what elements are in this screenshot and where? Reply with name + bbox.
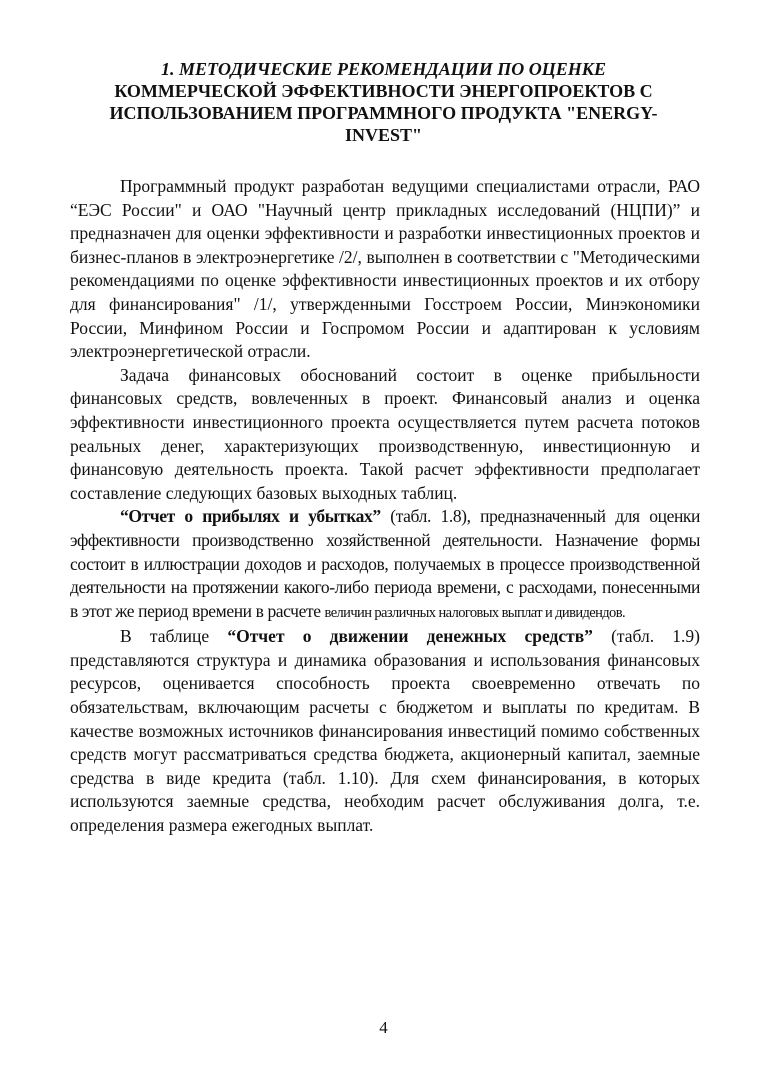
paragraph-3	[70, 505, 700, 625]
cash-flow-title: “Отчет о движении денежных средств”	[227, 626, 593, 647]
heading-line-4: INVEST"	[344, 125, 423, 145]
paragraph-2: Задача финансовых обоснований состоит в оценке прибыльности финансовых средств, вовлеченных в проект. Финансовый анализ и оценка эффективности инвестиционного проекта осуществляется путем расчета потоков реальных денег, характеризующих производственную, инвестиционную и финансовую деятельность проекта. Такой расчет эффективности предполагает составление следующих базовых выходных таблиц.	[70, 364, 700, 503]
heading-line-3: ИСПОЛЬЗОВАНИЕМ ПРОГРАММНОГО ПРОДУКТА "ENERGY-	[109, 103, 658, 123]
body-text	[70, 175, 700, 838]
heading-line-1: 1. МЕТОДИЧЕСКИЕ РЕКОМЕНДАЦИИ ПО ОЦЕНКЕ	[161, 59, 606, 79]
heading-line-2: КОММЕРЧЕСКОЙ ЭФФЕКТИВНОСТИ ЭНЕРГОПРОЕКТОВ С	[114, 81, 653, 101]
paragraph-4	[70, 625, 700, 837]
paragraph-4-lead: В таблице	[120, 626, 228, 647]
paragraph-4-text: (табл. 1.9) представляются структура и динамика образования и использования финансовых ресурсов, оценивается способность проекта своевременно отвечать по обязательствам, включающим расчеты с бюджетом и выплаты по кредитам. В качестве возможных источников финансирования инвестиций помимо собственных средств могут рассматриваться средства бюджета, акционерный капитал, заемные средства в виде кредита (табл. 1.10). Для схем финансирования, в которых используются заемные средства, необходим расчет обслуживания долга, т.е. определения размера ежегодных выплат.	[70, 626, 700, 836]
paragraph-3-tail: величин различных налоговых выплат и дивидендов.	[324, 604, 625, 621]
paragraph-3-text: (табл. 1.8), предназначенный для оценки эффективности производственно хозяйственной деятельности. Назначение формы состоит в иллюстрации доходов и расходов, получаемых в процессе производственной деятельности на протяжении какого-либо периода времени, с расходами, понесенными в этот же период времени в расчете	[70, 506, 700, 621]
section-heading	[0, 58, 767, 146]
page-number: 4	[379, 1018, 388, 1037]
income-statement-title: “Отчет о прибылях и убытках”	[120, 506, 381, 527]
paragraph-1: Программный продукт разработан ведущими специалистами отрасли, РАО “ЕЭС России" и ОАО "Научный центр прикладных исследований (НЦПИ)” и предназначен для оценки эффективности и разработки инвестиционных проектов и бизнес-планов в электроэнергетике /2/, выполнен в соответствии с "Методическими рекомендациями по оценке эффективности инвестиционных проектов и их отбору для финансирования" /1/, утвержденными Госстроем России, Минэкономики России, Минфином России и Госпромом России и адаптирован к условиям электроэнергетической отрасли.	[70, 176, 700, 362]
